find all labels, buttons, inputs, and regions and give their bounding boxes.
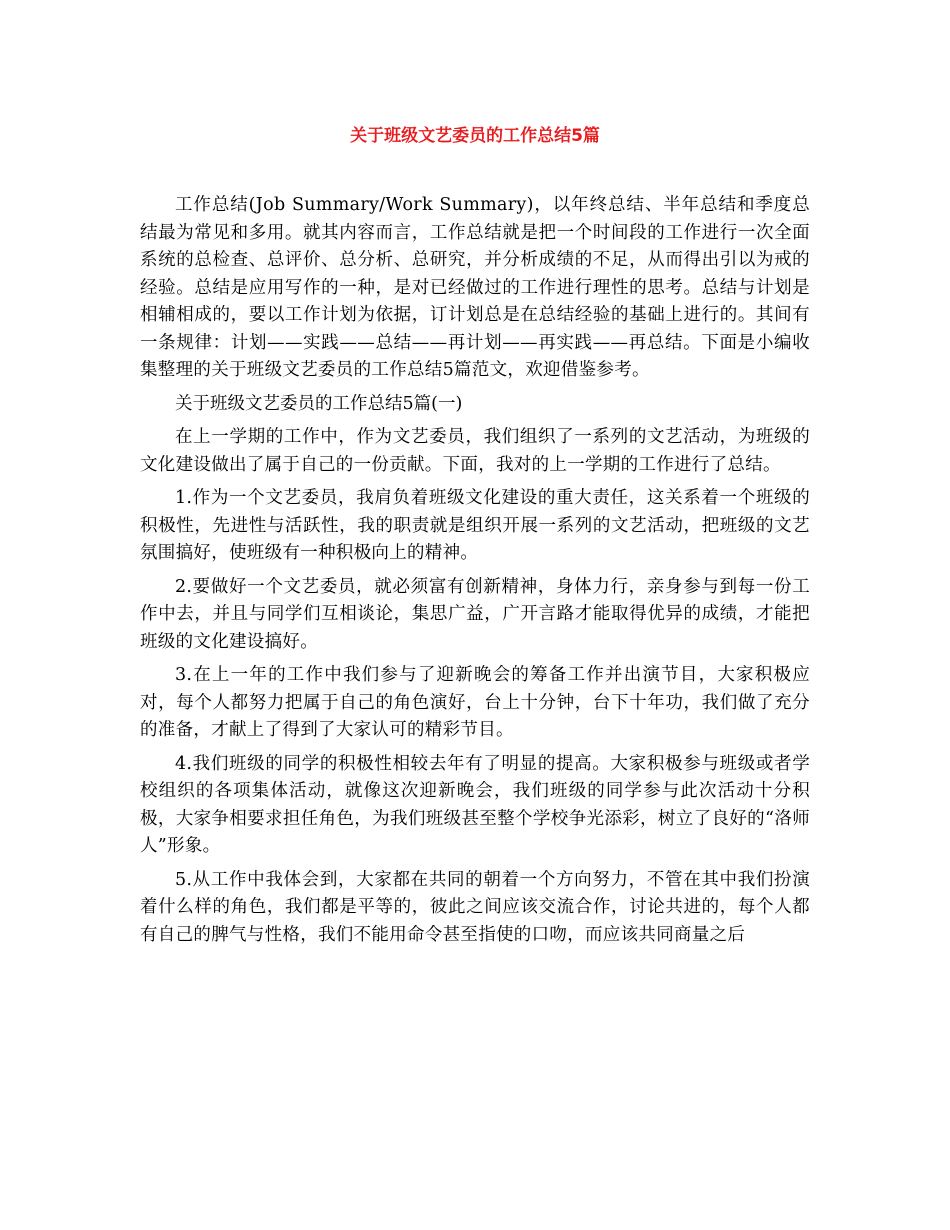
intro-paragraph: 工作总结(Job Summary/Work Summary)，以年终总结、半年总结和季度总结最为常见和多用。就其内容而言，工作总结就是把一个时间段的工作进行一次全面系统的总检查、总评价、总分析、总研究，并分析成绩的不足，从而得出引以为戒的经验。总结是应用写作的一种，是对已经做过的工作进行理性的思考。总结与计划是相辅相成的，要以工作计划为依据，订计划总是在总结经验的基础上进行的。其间有一条规律：计划——实践——总结——再计划——再实践——再总结。下面是小编收集整理的关于班级文艺委员的工作总结5篇范文，欢迎借鉴参考。 bbox=[140, 195, 810, 380]
section-heading: 关于班级文艺委员的工作总结5篇(一) bbox=[175, 393, 463, 414]
document-body bbox=[140, 192, 810, 955]
body-paragraph: 2.要做好一个文艺委员，就必须富有创新精神，身体力行，亲身参与到每一份工作中去，并且与同学们互相谈论，集思广益，广开言路才能取得优异的成绩，才能把班级的文化建设搞好。 bbox=[140, 576, 810, 652]
body-paragraph: 1.作为一个文艺委员，我肩负着班级文化建设的重大责任，这关系着一个班级的积极性，先进性与活跃性，我的职责就是组织开展一系列的文艺活动，把班级的文艺氛围搞好，使班级有一种积极向上的精神。 bbox=[140, 488, 810, 563]
body-paragraph: 在上一学期的工作中，作为文艺委员，我们组织了一系列的文艺活动，为班级的文化建设做出了属于自己的一份贡献。下面，我对的上一学期的工作进行了总结。 bbox=[140, 427, 810, 475]
body-paragraph: 4.我们班级的同学的积极性相较去年有了明显的提高。大家积极参与班级或者学校组织的各项集体活动，就像这次迎新晚会，我们班级的同学参与此次活动十分积极，大家争相要求担任角色，为我们班级甚至整个学校争光添彩，树立了良好的“洛师人”形象。 bbox=[140, 753, 810, 856]
body-paragraph: 5.从工作中我体会到，大家都在共同的朝着一个方向努力，不管在其中我们扮演着什么样的角色，我们都是平等的，彼此之间应该交流合作，讨论共进的，每个人都有自己的脾气与性格，我们不能用命令甚至指使的口吻，而应该共同商量之后 bbox=[140, 869, 810, 945]
document-title: 关于班级文艺委员的工作总结5篇 bbox=[350, 126, 600, 146]
body-paragraph: 3.在上一年的工作中我们参与了迎新晚会的筹备工作并出演节目，大家积极应对，每个人都努力把属于自己的角色演好，台上十分钟，台下十年功，我们做了充分的准备，才献上了得到了大家认可的精彩节目。 bbox=[140, 665, 810, 740]
